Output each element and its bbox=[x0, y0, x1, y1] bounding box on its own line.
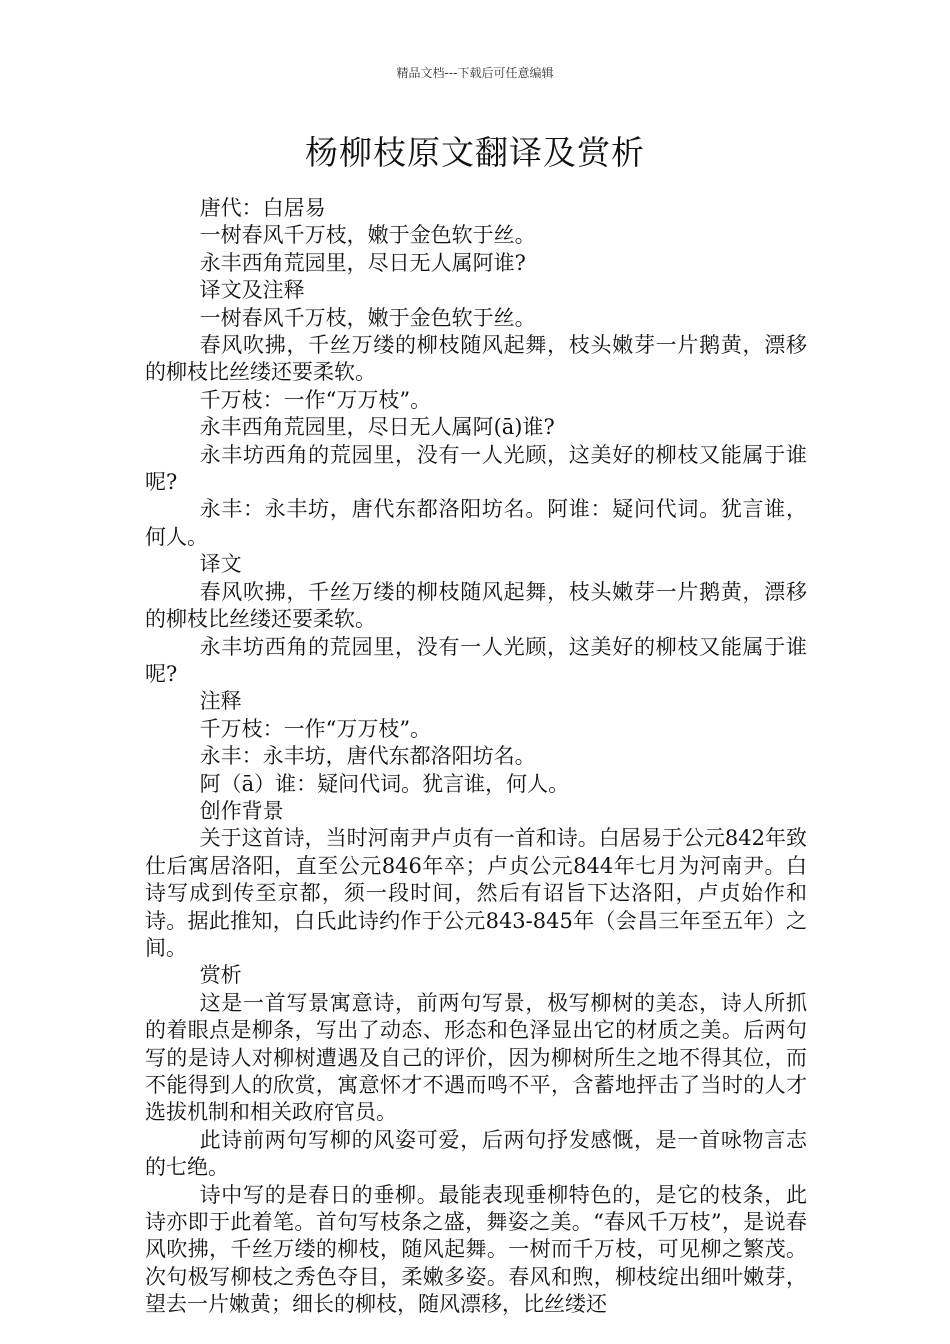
body-paragraph: 春风吹拂，千丝万缕的柳枝随风起舞，枝头嫩芽一片鹅黄，漂移的柳枝比丝缕还要柔软。 bbox=[145, 333, 807, 385]
body-paragraph: 永丰西角荒园里，尽日无人属阿(ā)谁? bbox=[199, 415, 555, 440]
body-paragraph: 诗中写的是春日的垂柳。最能表现垂柳特色的，是它的枝条，此诗亦即于此着笔。首句写枝条之盛，舞姿之美。“春风千万枝”，是说春风吹拂，千丝万缕的柳枝，随风起舞。一树而千万枝，可见柳之繁茂。次句极写柳枝之秀色夺目，柔嫩多姿。春风和煦，柳枝绽出细叶嫩芽，望去一片嫩黄；细长的柳枝，随风漂移，比丝缕还 bbox=[145, 1182, 807, 1317]
section-heading: 创作背景 bbox=[199, 798, 284, 823]
body-paragraph: 阿（ā）谁：疑问代词。犹言谁，何人。 bbox=[199, 771, 570, 796]
body-paragraph: 这是一首写景寓意诗，前两句写景，极写柳树的美态，诗人所抓的着眼点是柳条，写出了动态、形态和色泽显出它的材质之美。后两句写的是诗人对柳树遭遇及自己的评价，因为柳树所生之地不得其位，而不能得到人的欣赏，寓意怀才不遇而鸣不平，含蓄地抨击了当时的人才选拔机制和相关政府官员。 bbox=[145, 990, 807, 1125]
body-paragraph: 永丰：永丰坊，唐代东都洛阳坊名。 bbox=[199, 744, 536, 769]
body-paragraph: 永丰：永丰坊，唐代东都洛阳坊名。阿谁：疑问代词。犹言谁，何人。 bbox=[145, 497, 807, 549]
body-paragraph: 关于这首诗，当时河南尹卢贞有一首和诗。白居易于公元842年致仕后寓居洛阳，直至公元846年卒；卢贞公元844年七月为河南尹。白诗写成到传至京都，须一段时间，然后有诏旨下达洛阳，卢贞始作和诗。据此推知，白氏此诗约作于公元843-845年（会昌三年至五年）之间。 bbox=[145, 826, 807, 960]
body-paragraph: 一树春风千万枝，嫩于金色软于丝。 bbox=[199, 223, 536, 248]
section-heading: 注释 bbox=[199, 689, 242, 714]
section-heading: 译文 bbox=[199, 552, 242, 577]
body-paragraph: 此诗前两句写柳的风姿可爱，后两句抒发感慨，是一首咏物言志的七绝。 bbox=[145, 1127, 807, 1180]
body-paragraph: 千万枝：一作“万万枝”。 bbox=[199, 716, 432, 741]
body-paragraph: 唐代：白居易 bbox=[199, 196, 326, 220]
body-paragraph: 永丰西角荒园里，尽日无人属阿谁? bbox=[199, 250, 526, 275]
body-paragraph: 一树春风千万枝，嫩于金色软于丝。 bbox=[199, 305, 536, 330]
body-paragraph: 春风吹拂，千丝万缕的柳枝随风起舞，枝头嫩芽一片鹅黄，漂移的柳枝比丝缕还要柔软。 bbox=[145, 579, 807, 632]
document-body bbox=[145, 195, 807, 1319]
body-paragraph: 永丰坊西角的荒园里，没有一人光顾，这美好的柳枝又能属于谁呢? bbox=[145, 442, 807, 495]
section-heading: 译文及注释 bbox=[199, 278, 305, 303]
section-heading: 赏析 bbox=[199, 963, 242, 988]
body-paragraph: 永丰坊西角的荒园里，没有一人光顾，这美好的柳枝又能属于谁呢? bbox=[145, 634, 807, 686]
page-header: 精品文档---下载后可任意编辑 bbox=[396, 66, 554, 80]
body-paragraph: 千万枝：一作“万万枝”。 bbox=[199, 387, 432, 412]
document-title: 杨柳枝原文翻译及赏析 bbox=[305, 133, 645, 172]
